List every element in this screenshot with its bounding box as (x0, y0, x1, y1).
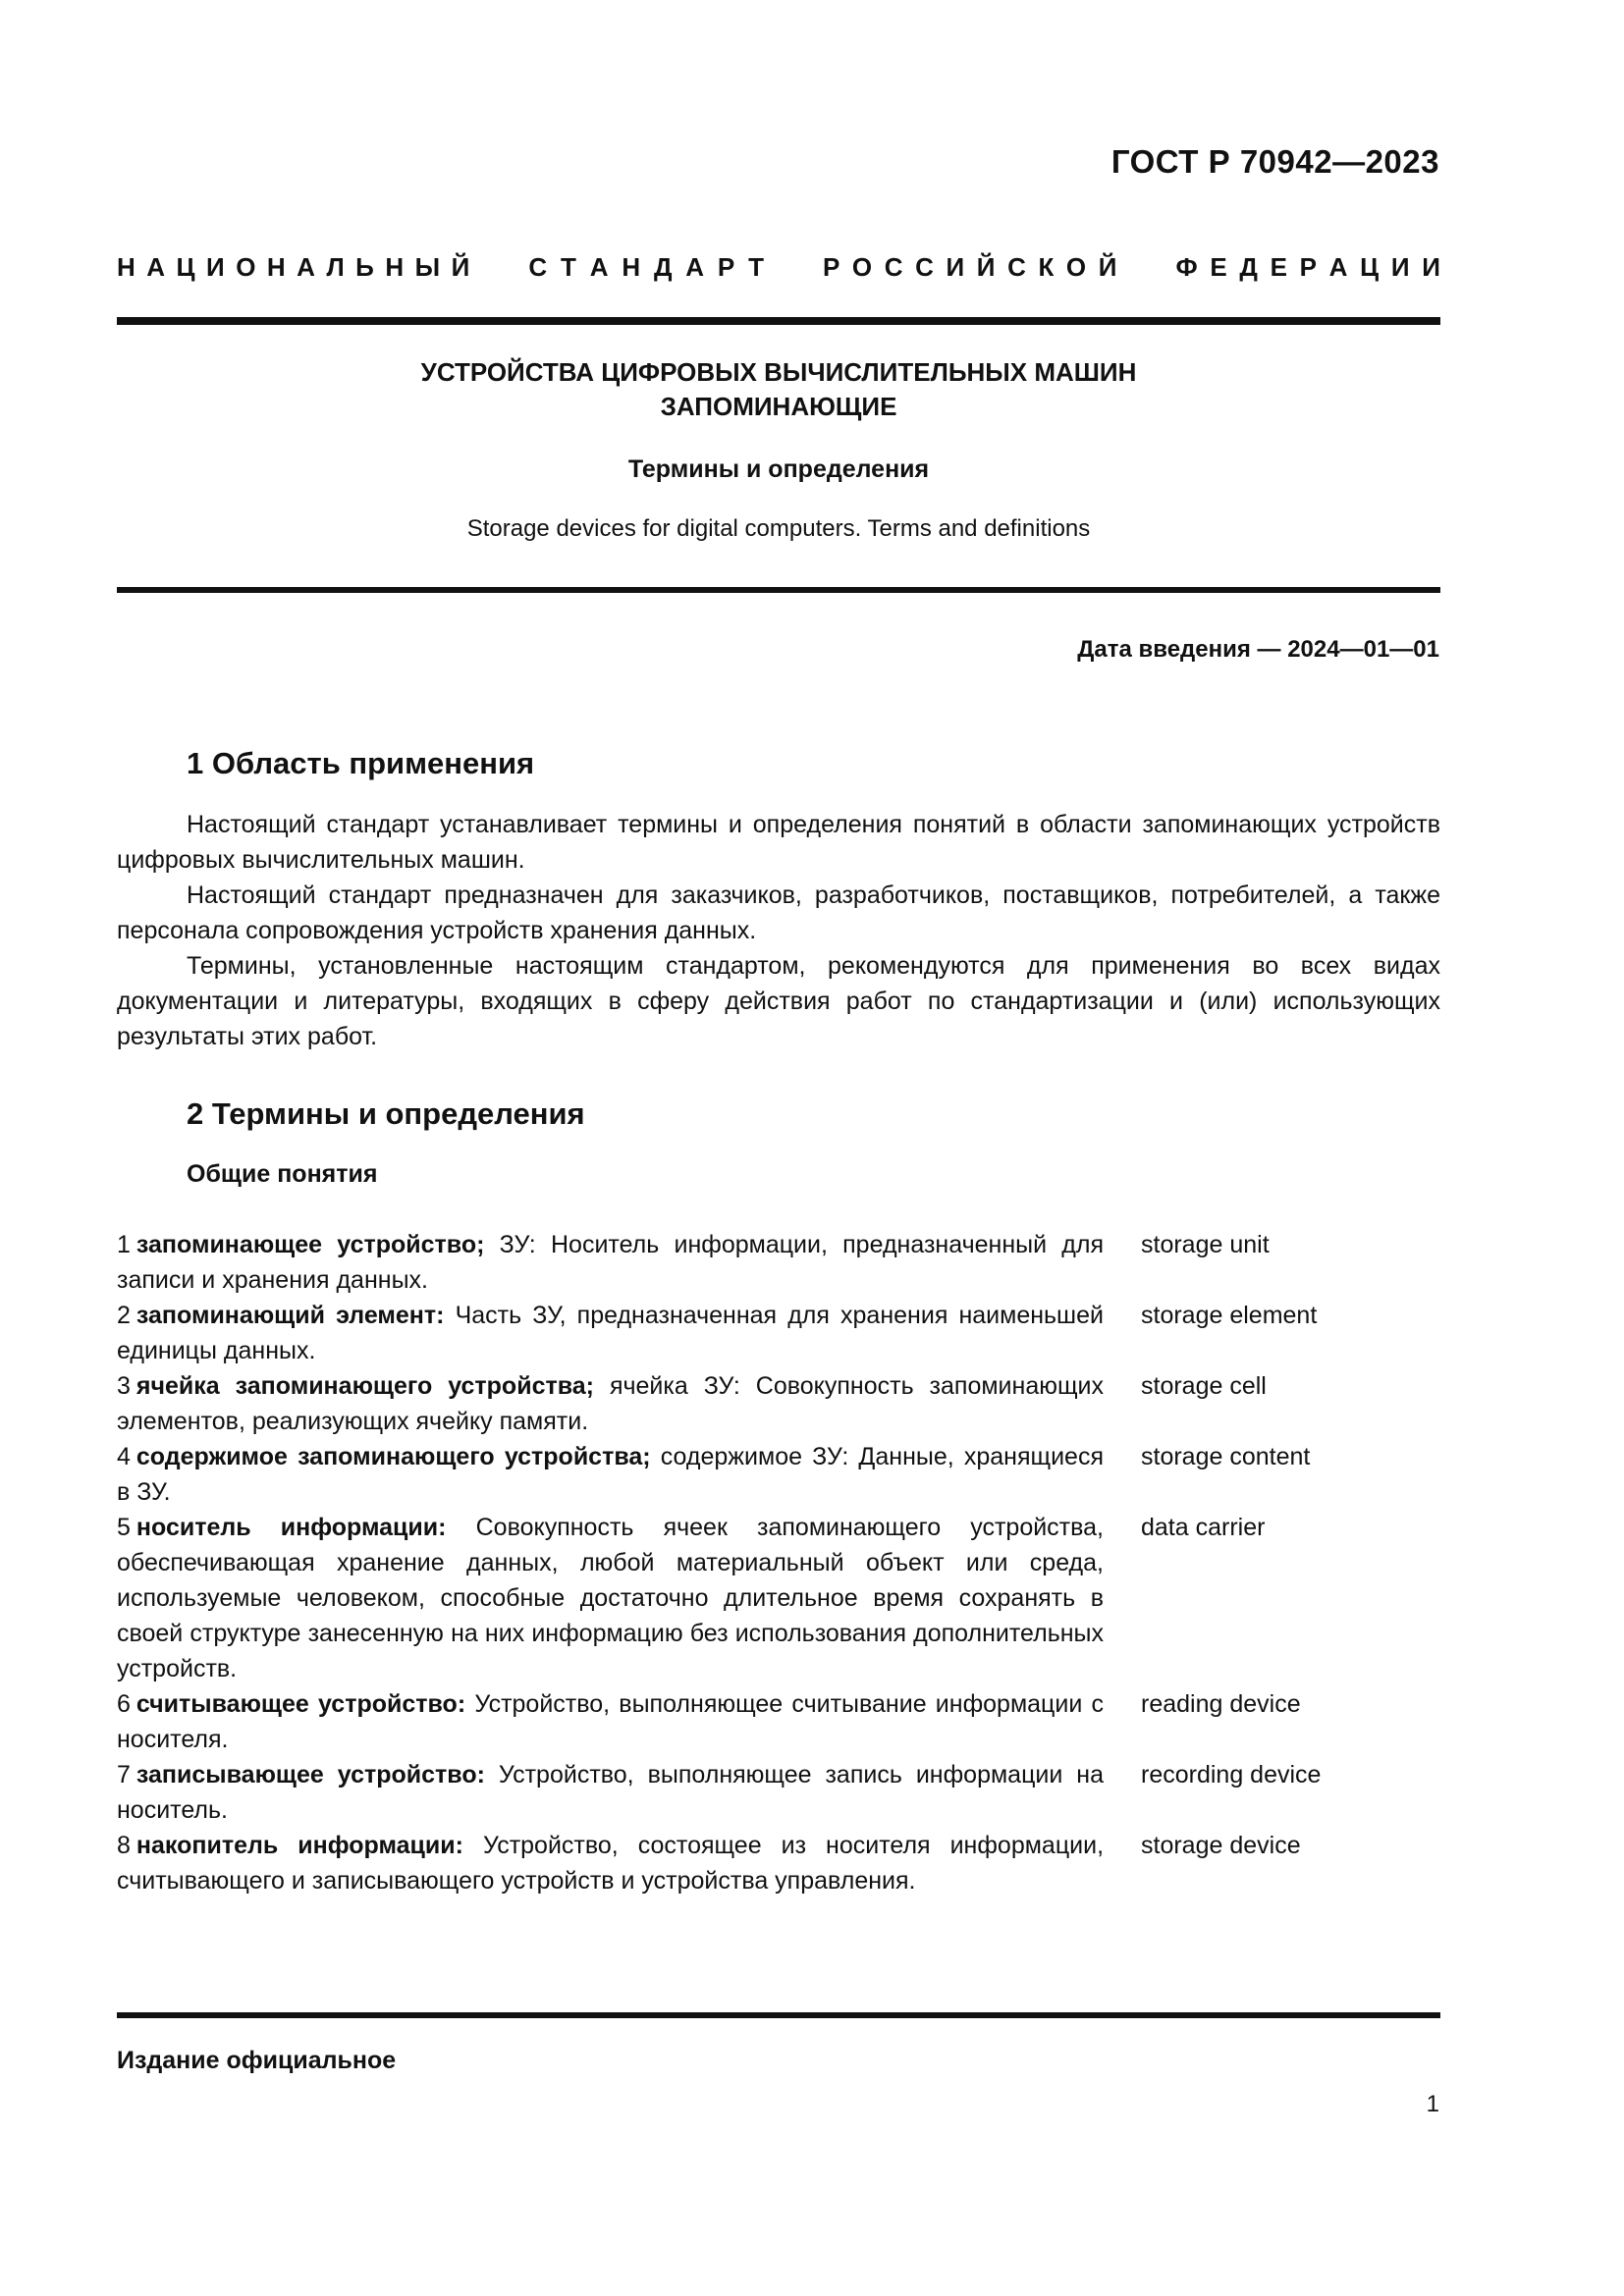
term-number: 1 (117, 1231, 131, 1258)
document-title (117, 355, 1440, 424)
section-1-body (117, 807, 1440, 1054)
term-definition (117, 1227, 1104, 1298)
document-code: ГОСТ Р 70942—2023 (1110, 143, 1439, 180)
document-subtitle: Термины и определения (627, 455, 930, 483)
term-number: 3 (117, 1372, 131, 1400)
term-text: Устройство, состоящее из носителя информации, считывающего и записывающего устройств и устройства управления. (117, 1832, 1105, 1895)
page-number: 1 (1426, 2091, 1439, 2117)
title-rule (117, 587, 1440, 593)
term-entry (117, 1757, 1440, 1828)
banner-word: Р О С С И Й С К О Й (822, 252, 1117, 282)
term-name: считывающее устройство: (135, 1690, 466, 1718)
term-number: 5 (117, 1514, 131, 1541)
paragraph: Настоящий стандарт устанавливает термины и определения понятий в области запоминающих устройств цифровых вычислительных машин. (117, 811, 1440, 874)
term-text: Совокупность ячеек запоминающего устройства, обеспечивающая хранение данных, любой материальный объект или среда, используемые человеком, способные достаточно длительное время сохранять в своей структуре занесенную на них информацию без использования дополнительных устройств. (117, 1514, 1104, 1682)
term-definition (117, 1686, 1104, 1757)
term-number: 8 (117, 1832, 131, 1859)
term-name: ячейка запоминающего устройства; (135, 1372, 594, 1400)
term-english-equivalent: reading device (1141, 1690, 1301, 1718)
section-1-heading: 1 Область применения (187, 746, 535, 780)
term-name: записывающее устройство: (135, 1761, 485, 1789)
term-definition (117, 1757, 1104, 1828)
term-name: накопитель информации: (135, 1832, 463, 1859)
banner-word: Н А Ц И О Н А Л Ь Н Ы Й (117, 252, 470, 282)
title-line-2: ЗАПОМИНАЮЩИЕ (660, 392, 897, 421)
term-name: содержимое запоминающего устройства; (135, 1443, 651, 1470)
term-number: 7 (117, 1761, 131, 1789)
term-english-equivalent: storage cell (1141, 1372, 1267, 1400)
term-text: содержимое ЗУ: Данные, хранящиеся в ЗУ. (117, 1443, 1104, 1506)
term-number: 2 (117, 1302, 131, 1329)
term-entry (117, 1298, 1440, 1368)
term-english-equivalent: recording device (1141, 1761, 1322, 1789)
term-entry (117, 1439, 1440, 1510)
top-rule (117, 317, 1440, 325)
paragraph: Термины, установленные настоящим стандартом, рекомендуются для применения во всех видах документации и литературы, входящих в сферу действия работ по стандартизации и (или) использующих результаты этих работ. (117, 952, 1440, 1050)
section-2-subheading: Общие понятия (187, 1160, 378, 1188)
term-english-equivalent: storage content (1141, 1443, 1311, 1470)
title-line-1: УСТРОЙСТВА ЦИФРОВЫХ ВЫЧИСЛИТЕЛЬНЫХ МАШИН (420, 357, 1137, 387)
term-text: Устройство, выполняющее запись информации на носитель. (117, 1761, 1104, 1824)
term-name: носитель информации: (135, 1514, 447, 1541)
section-2-heading: 2 Термины и определения (187, 1096, 585, 1131)
paragraph: Настоящий стандарт предназначен для заказчиков, разработчиков, поставщиков, потребителей, а также персонала сопровождения устройств хранения данных. (117, 881, 1440, 944)
term-definition (117, 1368, 1104, 1439)
terms-list (117, 1227, 1440, 1898)
term-english-equivalent: data carrier (1141, 1514, 1266, 1541)
term-definition (117, 1828, 1104, 1898)
term-entry (117, 1686, 1440, 1757)
term-text: ячейка ЗУ: Совокупность запоминающих элементов, реализующих ячейку памяти. (117, 1372, 1105, 1435)
term-text: ЗУ: Носитель информации, предназначенный для записи и хранения данных. (117, 1231, 1104, 1294)
term-english-equivalent: storage element (1141, 1302, 1318, 1329)
term-number: 6 (117, 1690, 131, 1718)
term-entry (117, 1368, 1440, 1439)
term-text: Часть ЗУ, предназначенная для хранения наименьшей единицы данных. (117, 1302, 1104, 1364)
term-definition (117, 1439, 1104, 1510)
term-entry (117, 1510, 1440, 1686)
term-definition (117, 1510, 1104, 1686)
term-entry (117, 1828, 1440, 1898)
banner-word: Ф Е Д Е Р А Ц И И (1175, 252, 1440, 282)
term-name: запоминающее устройство; (135, 1231, 485, 1258)
footer-rule (117, 2012, 1440, 2018)
english-title: Storage devices for digital computers. Terms and definitions (466, 515, 1091, 542)
term-entry (117, 1227, 1440, 1298)
national-standard-banner (117, 252, 1440, 283)
term-name: запоминающий элемент: (135, 1302, 445, 1329)
term-english-equivalent: storage device (1141, 1832, 1301, 1859)
banner-word: С Т А Н Д А Р Т (528, 252, 764, 282)
introduction-date: Дата введения — 2024—01—01 (1077, 636, 1439, 663)
term-english-equivalent: storage unit (1141, 1231, 1270, 1258)
official-edition-label: Издание официальное (117, 2047, 397, 2074)
term-number: 4 (117, 1443, 131, 1470)
term-definition (117, 1298, 1104, 1368)
term-text: Устройство, выполняющее считывание информации с носителя. (117, 1690, 1104, 1753)
